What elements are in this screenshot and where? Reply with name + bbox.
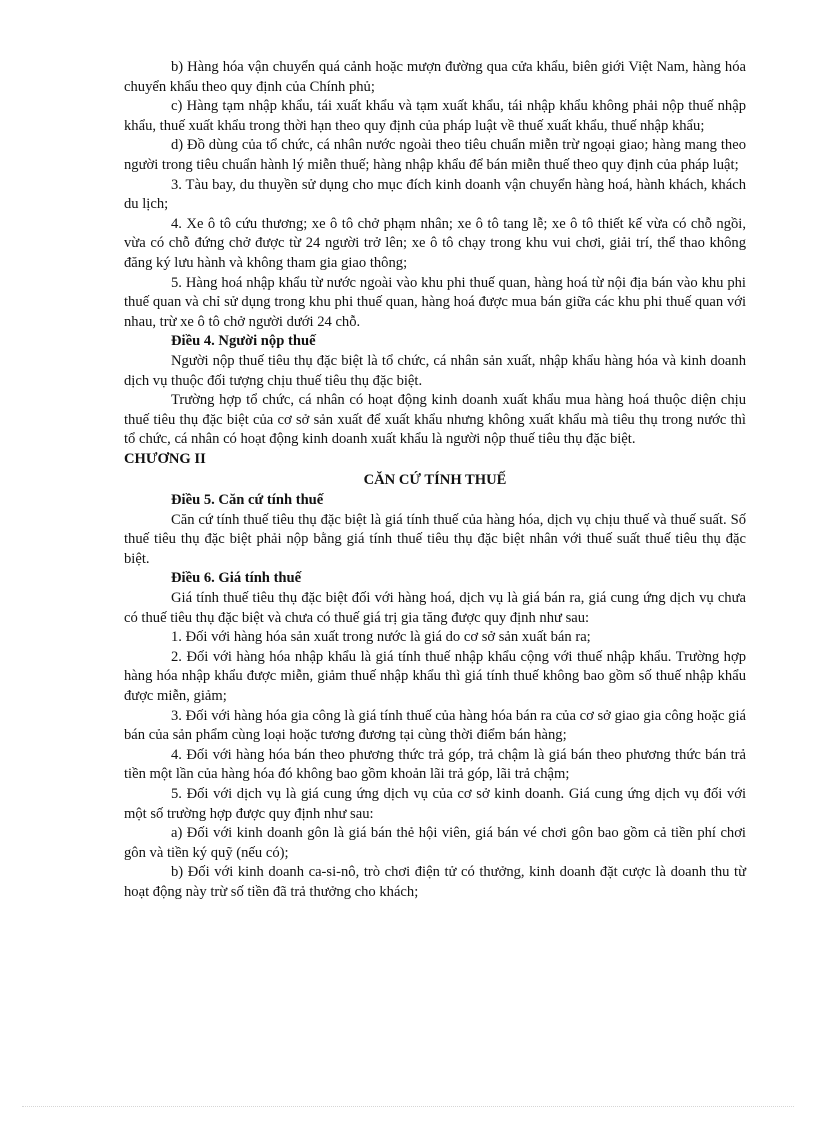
paragraph-item-5-non-tariff-zone: 5. Hàng hoá nhập khẩu từ nước ngoài vào khu phi thuế quan, hàng hoá từ nội địa bán vào khu phi thuế quan và chỉ sử dụng trong khu phi thuế quan, hàng hoá được mua bán giữa các khu phi thuế quan với nhau, trừ xe ô tô chở người dưới 24 chỗ.	[124, 274, 746, 330]
paragraph-item-d-diplomatic-goods: d) Đồ dùng của tổ chức, cá nhân nước ngoài theo tiêu chuẩn miễn trừ ngoại giao; hàng mang theo người trong tiêu chuẩn hành lý miễn thuế; hàng nhập khẩu để bán miễn thuế theo quy định của pháp luật;	[124, 137, 746, 173]
paragraph-tax-basis: Căn cứ tính thuế tiêu thụ đặc biệt là giá tính thuế của hàng hóa, dịch vụ chịu thuế và thuế suất. Số thuế tiêu thụ đặc biệt phải nộp bằng giá tính thuế tiêu thụ đặc biệt nhân với thuế suất thuế tiêu thụ đặc biệt.	[124, 511, 746, 567]
paragraph-item-3-aircraft-yachts: 3. Tàu bay, du thuyền sử dụng cho mục đích kinh doanh vận chuyển hàng hoá, hành khách, khách du lịch;	[124, 176, 746, 213]
paragraph-item-1-domestic-goods: 1. Đối với hàng hóa sản xuất trong nước là giá do cơ sở sản xuất bán ra;	[171, 629, 591, 646]
chapter-label: CHƯƠNG II	[124, 450, 206, 467]
paragraph-item-2-imported-goods: 2. Đối với hàng hóa nhập khẩu là giá tính thuế nhập khẩu cộng với thuế nhập khẩu. Trường hợp hàng hóa nhập khẩu được miễn, giảm thuế nhập khẩu thì giá tính thuế không bao gồm số thuế nhập khẩu được miễn, giảm;	[124, 648, 746, 704]
paragraph-taxable-price-intro: Giá tính thuế tiêu thụ đặc biệt đối với hàng hoá, dịch vụ là giá bán ra, giá cung ứng dịch vụ chưa có thuế tiêu thụ đặc biệt và chưa có thuế giá trị gia tăng được quy định như sau:	[124, 590, 746, 626]
document-page	[124, 58, 746, 903]
paragraph-item-5-services: 5. Đối với dịch vụ là giá cung ứng dịch vụ của cơ sở kinh doanh. Giá cung ứng dịch vụ đối với một số trường hợp được quy định như sau:	[124, 785, 746, 822]
paragraph-item-b-transit-goods: b) Hàng hóa vận chuyển quá cảnh hoặc mượn đường qua cửa khẩu, biên giới Việt Nam, hàng hóa chuyển khẩu theo quy định của Chính phủ;	[124, 59, 746, 95]
page-bottom-divider	[22, 1106, 794, 1107]
paragraph-item-4-special-vehicles: 4. Xe ô tô cứu thương; xe ô tô chở phạm nhân; xe ô tô tang lễ; xe ô tô thiết kế vừa có chỗ ngồi, vừa có chỗ đứng chở được từ 24 người trở lên; xe ô tô chạy trong khu vui chơi, giải trí, thể thao không đăng ký lưu hành và không tham gia giao thông;	[124, 215, 746, 271]
article-5-heading: Điều 5. Căn cứ tính thuế	[171, 492, 324, 509]
paragraph-item-b-casino: b) Đối với kinh doanh ca-si-nô, trò chơi điện tử có thưởng, kinh doanh đặt cược là doanh thu từ hoạt động này trừ số tiền đã trả thưởng cho khách;	[124, 864, 746, 900]
paragraph-taxpayer-export-case: Trường hợp tổ chức, cá nhân có hoạt động kinh doanh xuất khẩu mua hàng hoá thuộc diện chịu thuế tiêu thụ đặc biệt của cơ sở sản xuất để xuất khẩu nhưng không xuất khẩu mà tiêu thụ trong nước thì tổ chức, cá nhân có hoạt động kinh doanh xuất khẩu là người nộp thuế tiêu thụ đặc biệt.	[124, 392, 746, 448]
chapter-title: CĂN CỨ TÍNH THUẾ	[363, 472, 507, 489]
paragraph-item-a-golf: a) Đối với kinh doanh gôn là giá bán thẻ hội viên, giá bán vé chơi gôn bao gồm cả tiền phí chơi gôn và tiền ký quỹ (nếu có);	[124, 825, 746, 861]
paragraph-item-3-processed-goods: 3. Đối với hàng hóa gia công là giá tính thuế của hàng hóa bán ra của cơ sở giao gia công hoặc giá bán của sản phẩm cùng loại hoặc tương đương tại cùng thời điểm bán hàng;	[124, 707, 746, 744]
paragraph-taxpayer-definition: Người nộp thuế tiêu thụ đặc biệt là tổ chức, cá nhân sản xuất, nhập khẩu hàng hóa và kinh doanh dịch vụ thuộc đối tượng chịu thuế tiêu thụ đặc biệt.	[124, 352, 746, 389]
article-6-heading: Điều 6. Giá tính thuế	[171, 570, 302, 587]
paragraph-item-c-temporary-import: c) Hàng tạm nhập khẩu, tái xuất khẩu và tạm xuất khẩu, tái nhập khẩu không phải nộp thuế nhập khẩu, thuế xuất khẩu trong thời hạn theo quy định của pháp luật về thuế xuất khẩu, thuế nhập khẩu;	[124, 98, 746, 134]
paragraph-item-4-installment-sales: 4. Đối với hàng hóa bán theo phương thức trả góp, trả chậm là giá bán theo phương thức bán trả tiền một lần của hàng hóa đó không bao gồm khoản lãi trả góp, lãi trả chậm;	[124, 746, 746, 783]
article-4-heading: Điều 4. Người nộp thuế	[171, 333, 316, 350]
